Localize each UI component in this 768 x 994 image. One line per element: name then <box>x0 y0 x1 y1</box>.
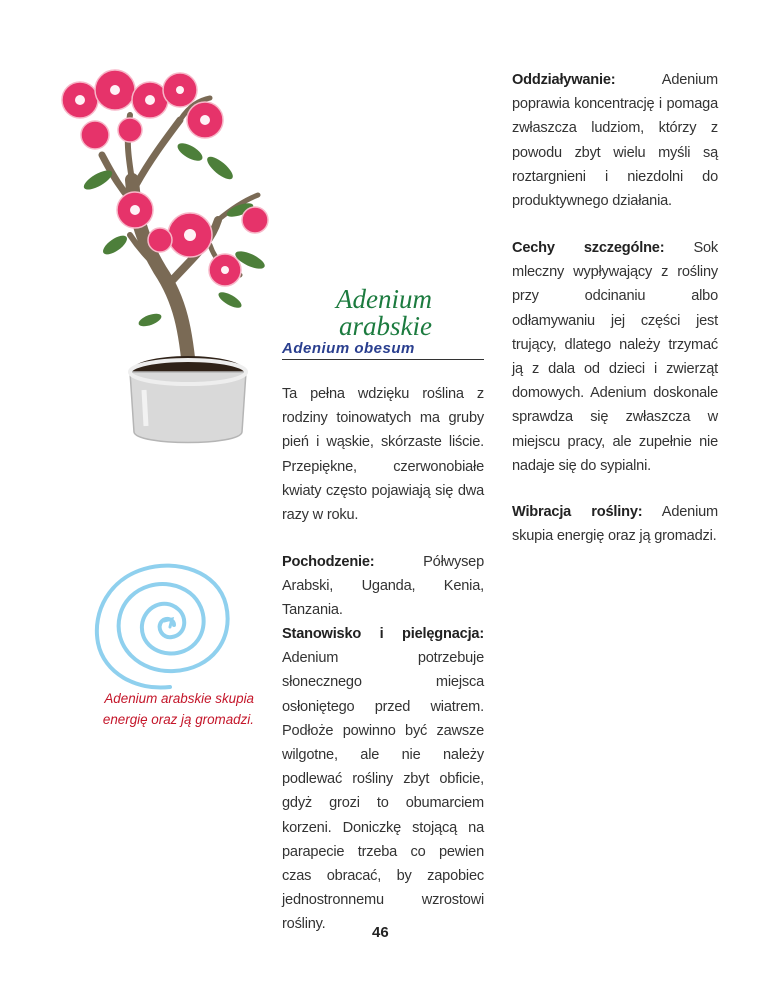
origin-heading: Pochodzenie: <box>282 554 375 570</box>
care-heading: Stanowisko i pielęgnacja: <box>282 626 484 642</box>
caption-line1: Adenium arabskie skupia <box>104 691 254 706</box>
plant-title <box>260 286 432 340</box>
special-section <box>512 236 718 478</box>
title-divider <box>282 359 484 360</box>
plant-title-line2: arabskie <box>339 311 432 341</box>
effect-section <box>512 68 718 213</box>
care-section <box>282 622 484 937</box>
energy-spiral-icon <box>70 555 260 695</box>
intro-paragraph: Ta pełna wdzięku roślina z rodziny toinowatych ma gruby pień i wąskie, skórzaste liście. Przepiękne, czerwonobiałe kwiaty często pojawiają się dwa razy w roku. <box>282 386 484 524</box>
care-text: Adenium potrzebuje słonecznego miejsca osłoniętego przed wiatrem. Podłoże powinno być zawsze wilgotne, ale nie należy podlewać rośliny zbyt obficie, gdyż grozi to obumarciem korzeni. Doniczkę stojącą na parapecie trzeba co pewien czas obracać, by zapobiec jednostronnemu wzrostowi rośliny. <box>282 650 484 933</box>
special-text: Sok mleczny wypływający z rośliny przy odcinaniu albo odłamywaniu jej części jest trujący, dlatego należy trzymać ją z dala od dzieci i zwierząt domowych. Adenium doskonale sprawdza się zwłaszcza w miejscu pracy, ale zupełnie nie nadaje się do sypialni. <box>512 240 718 474</box>
page-number: 46 <box>372 924 389 941</box>
vibration-heading: Wibracja rośliny: <box>512 504 643 520</box>
latin-name: Adenium obesum <box>282 340 415 357</box>
vibration-section <box>512 500 718 548</box>
plant-title-line1: Adenium <box>336 284 432 314</box>
spiral-caption <box>40 688 254 730</box>
origin-section <box>282 550 484 623</box>
plant-photo <box>40 60 280 460</box>
caption-line2: energię oraz ją gromadzi. <box>102 712 254 727</box>
effect-heading: Oddziaływanie: <box>512 72 616 88</box>
origin-text: Półwysep Arabski, Uganda, Kenia, Tanzania. <box>282 554 484 619</box>
effect-text: Adenium poprawia koncentrację i pomaga zwłaszcza ludziom, którzy z powodu zbyt wielu myśli są roztargnieni i niezdolni do produktywnego działania. <box>512 72 718 210</box>
vibration-text: Adenium skupia energię oraz ją gromadzi. <box>512 504 718 545</box>
special-heading: Cechy szczególne: <box>512 240 665 256</box>
